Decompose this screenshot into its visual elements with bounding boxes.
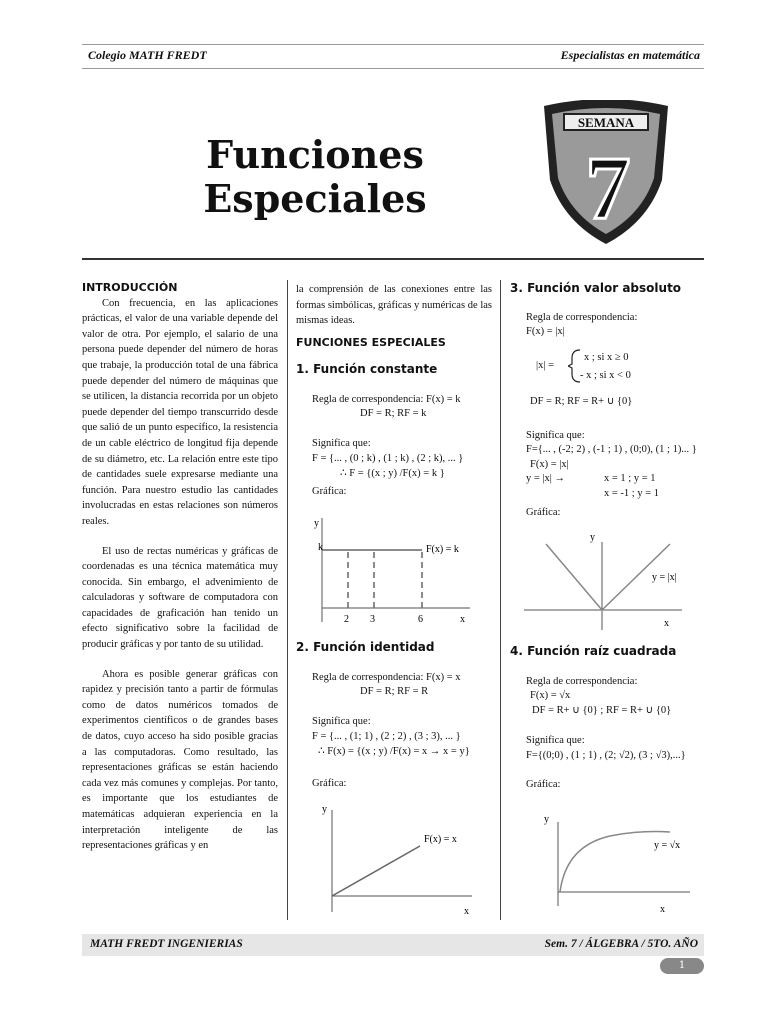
intro-paragraph-2: El uso de rectas numéricas y gráficas de coordenadas es una técnica matemática muy conocida. Sin embargo, el advenimiento de calculadoras y software de computadora con capacidades de graficación han tenido un efecto significativo sobre la facilidad de producir gráficas y por tanto de su utilidad. xyxy=(82,545,278,651)
abs-x-label: x xyxy=(664,618,669,629)
intro-paragraph-3: Ahora es posible generar gráficas con rapidez y precisión tanto a partir de fórmulas como de datos numéricos tomados de experimentos científicos o de grandes bases de datos, cuyo acceso ha sido posible gracias a las computadoras. Como resultado, las representaciones gráficas se están haciendo cada vez más comunes y complejas. Por tanto, es importante que los estudiantes de matemáticas adquieran experiencia en la interpretación inteligente de las representaciones gráficas y en xyxy=(82,668,278,852)
footer-right: Sem. 7 / ÁLGEBRA / 5TO. AÑO xyxy=(544,938,698,950)
constant-k-label: k xyxy=(318,542,323,553)
section-sqrt-title: 4. Función raíz cuadrada xyxy=(510,644,677,658)
special-functions-heading: FUNCIONES ESPECIALES xyxy=(296,336,446,349)
abs-rule: Regla de correspondencia: xyxy=(526,312,638,323)
abs-fx: F(x) = |x| xyxy=(526,326,565,337)
abs-y-label: y xyxy=(590,532,595,543)
page-title-line1: Funciones xyxy=(206,132,424,177)
identity-x-label: x xyxy=(464,906,469,917)
abs-domain: DF = R; RF = R+ ∪ {0} xyxy=(530,396,633,407)
sqrt-y-label: y xyxy=(544,814,549,825)
abs-set: F={... , (-2; 2) , (-1 ; 1) , (0;0), (1 ; 1)... } xyxy=(526,444,697,455)
abs-case-2: - x ; si x < 0 xyxy=(580,370,631,381)
identity-line xyxy=(332,846,420,896)
week-badge xyxy=(536,100,676,250)
constant-fx-label: F(x) = k xyxy=(426,544,459,555)
header-rule xyxy=(82,68,704,69)
constant-means: Significa que: xyxy=(312,438,371,449)
abs-impl-2: x = -1 ; y = 1 xyxy=(604,488,660,499)
header-tagline: Especialistas en matemática xyxy=(560,48,700,62)
sqrt-means: Significa que: xyxy=(526,735,585,746)
column-intro xyxy=(82,280,278,854)
sqrt-graph xyxy=(520,806,700,916)
identity-definition: ∴ F(x) = {(x ; y) /F(x) = x → x = y} xyxy=(318,746,470,757)
constant-graph xyxy=(300,510,490,628)
abs-def: |x| = xyxy=(536,360,555,371)
sqrt-x-label: x xyxy=(660,904,665,915)
abs-graph-label: Gráfica: xyxy=(526,507,561,518)
page-number: 1 xyxy=(660,958,704,974)
sqrt-graph-label: Gráfica: xyxy=(526,779,561,790)
constant-x-label: x xyxy=(460,614,465,625)
abs-impl-1: x = 1 ; y = 1 xyxy=(604,473,656,484)
constant-set: F = {... , (0 ; k) , (1 ; k) , (2 ; k), ... } xyxy=(312,453,464,464)
sqrt-set: F={(0;0) , (1 ; 1) , (2; √2), (3 ; √3),...} xyxy=(526,750,686,761)
identity-fx-label: F(x) = x xyxy=(424,834,457,845)
identity-y-label: y xyxy=(322,804,327,815)
page-title-line2: Especiales xyxy=(203,176,427,221)
section-abs-title: 3. Función valor absoluto xyxy=(510,281,682,295)
sqrt-fx: F(x) = √x xyxy=(530,690,571,701)
identity-graph-label: Gráfica: xyxy=(312,778,347,789)
constant-domain: DF = R; RF = k xyxy=(360,408,427,419)
abs-fx-2: F(x) = |x| xyxy=(530,459,569,470)
constant-graph-label: Gráfica: xyxy=(312,486,347,497)
tick-6: 6 xyxy=(418,614,423,625)
sqrt-domain: DF = R+ ∪ {0} ; RF = R+ ∪ {0} xyxy=(532,705,672,716)
badge-number: 7 xyxy=(585,139,631,238)
top-rule xyxy=(82,44,704,45)
column-divider-1 xyxy=(287,280,288,920)
header-school: Colegio MATH FREDT xyxy=(88,48,207,62)
abs-means: Significa que: xyxy=(526,430,585,441)
intro-paragraph-1: Con frecuencia, en las aplicaciones prácticas, el valor de una variable depende del valor de otra. Por ejemplo, el salario de una persona puede depender del número de horas que trabaje, la producción total de una fábrica puede depender del número de máquinas que se utilicen, la distancia recorrida por un objeto puede depender del tiempo transcurrido desde que salió de un punto específico, la resistencia de un cable eléctrico de longitud fija depende de su diámetro, etc. La relación entre este tipo de cantidades suele expresarse mediante una función. Para nuestro estudio las cantidades involucradas en estas relaciones son números reales. xyxy=(82,297,278,527)
abs-graph xyxy=(510,526,700,632)
section-constant-title: 1. Función constante xyxy=(296,362,438,376)
abs-case-1: x ; si x ≥ 0 xyxy=(584,352,629,363)
intro-heading: INTRODUCCIÓN xyxy=(82,281,178,294)
identity-graph xyxy=(300,796,490,918)
column-cont: la comprensión de las conexiones entre las formas simbólicas, gráficas y numéricas de las mismas ideas. xyxy=(296,284,492,327)
tick-2: 2 xyxy=(344,614,349,625)
title-rule xyxy=(82,258,704,260)
abs-implication: y = |x| → xyxy=(526,473,566,484)
sqrt-rule: Regla de correspondencia: xyxy=(526,676,638,687)
constant-rule: Regla de correspondencia: F(x) = k xyxy=(312,394,461,405)
identity-rule: Regla de correspondencia: F(x) = x xyxy=(312,672,461,683)
constant-y-label: y xyxy=(314,518,319,529)
column-divider-2 xyxy=(500,280,501,920)
sqrt-curve-label: y = √x xyxy=(654,840,681,851)
footer-left: MATH FREDT INGENIERIAS xyxy=(90,938,243,950)
identity-means: Significa que: xyxy=(312,716,371,727)
tick-3: 3 xyxy=(370,614,375,625)
constant-definition: ∴ F = {(x ; y) /F(x) = k } xyxy=(340,468,445,479)
identity-set: F = {... , (1; 1) , (2 ; 2) , (3 ; 3), ... } xyxy=(312,731,461,742)
badge-label: SEMANA xyxy=(577,115,635,130)
identity-domain: DF = R; RF = R xyxy=(360,686,429,697)
footer-bar xyxy=(82,934,704,956)
abs-curve-label: y = |x| xyxy=(652,572,677,583)
section-identity-title: 2. Función identidad xyxy=(296,640,435,654)
